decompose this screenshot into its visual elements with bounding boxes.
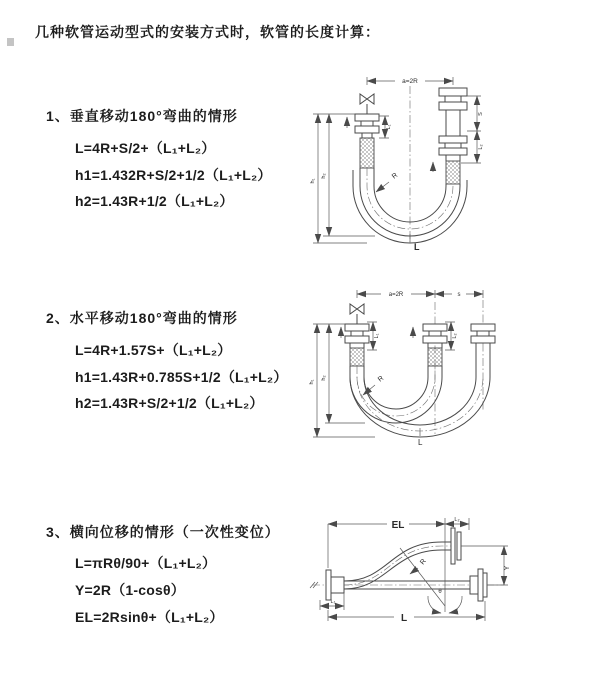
section-2-heading: 2、水平移动180°弯曲的情形 [46,310,238,326]
left-flange [326,570,344,600]
dim-label-l1: L₁ [386,124,392,130]
diagram-lateral-displacement [292,502,592,642]
dim-label-l2: L₂ [454,517,460,523]
radius-line [400,548,445,606]
braid-hose-section-right [446,161,460,184]
dim-label-l: L [400,613,408,624]
braid-hose-section-middle [428,348,442,366]
dim-label-h1: h₁ [309,379,315,385]
section-1-heading: 1、垂直移动180°弯曲的情形 [46,108,238,124]
radius-label-r: R [376,374,386,384]
dim-label-l1: L₁ [330,599,336,605]
dim-label-el: EL [391,520,405,531]
dim-label-l: L [418,438,423,447]
dim-label-l2: L₂ [452,333,458,339]
radius-label-r: R [419,557,428,567]
dim-label-l2: L₂ [478,144,484,150]
dim-label-a2r: a=2R [388,292,404,298]
dim-label-s: s [457,292,461,298]
right-flange [470,569,487,601]
dim-label-h1: h₁ [310,178,316,184]
section-2-formula-L: L=4R+1.57S+（L₁+L₂） [75,342,232,358]
dim-label-y: Y [504,565,511,571]
angle-label-theta: θ [438,589,442,595]
section-2-formula-h2: h2=1.43R+S/2+1/2（L₁+L₂） [75,395,264,411]
right-pipe-fitting [439,88,467,161]
braid-hose-section-left [360,138,374,168]
section-3-formula-Y: Y=2R（1-cosθ） [75,582,185,598]
top-right-flange [451,528,461,564]
radius-label-r: R [390,171,400,181]
scan-artifact [7,38,14,46]
section-2-formula-h1: h1=1.43R+0.785S+1/2（L₁+L₂） [75,369,288,385]
valve-icon [350,304,364,324]
page-title: 几种软管运动型式的安装方式时，软管的长度计算： [35,24,380,40]
section-1-formula-h2: h2=1.43R+1/2（L₁+L₂） [75,193,234,209]
dim-label-l1: L₁ [374,333,380,339]
left-pipe-fitting [345,324,369,348]
dim-label-h2: h₂ [321,375,327,381]
hose-displaced-curve [344,542,451,589]
section-3-formula-EL: EL=2Rsinθ+（L₁+L₂） [75,609,224,625]
diagram-horizontal-180-bend [305,282,575,457]
dim-label-a2r: a=2R [402,78,418,85]
dim-label-h2: h₂ [321,173,327,179]
dim-label-s: S [478,112,484,116]
theta-arc-right [449,596,462,613]
section-1-formula-L: L=4R+S/2+（L₁+L₂） [75,140,216,156]
section-3-formula-L: L=πRθ/90+（L₁+L₂） [75,555,217,571]
middle-pipe-fitting [423,324,447,348]
valve-icon [360,94,374,114]
dim-label-l: L [414,242,420,252]
section-1-formula-h1: h1=1.432R+S/2+1/2（L₁+L₂） [75,167,272,183]
section-3-heading: 3、横向位移的情形（一次性变位） [46,524,280,540]
braid-hose-section-left [350,348,364,366]
diagram-vertical-180-bend [305,66,570,258]
left-pipe-fitting [355,114,379,138]
